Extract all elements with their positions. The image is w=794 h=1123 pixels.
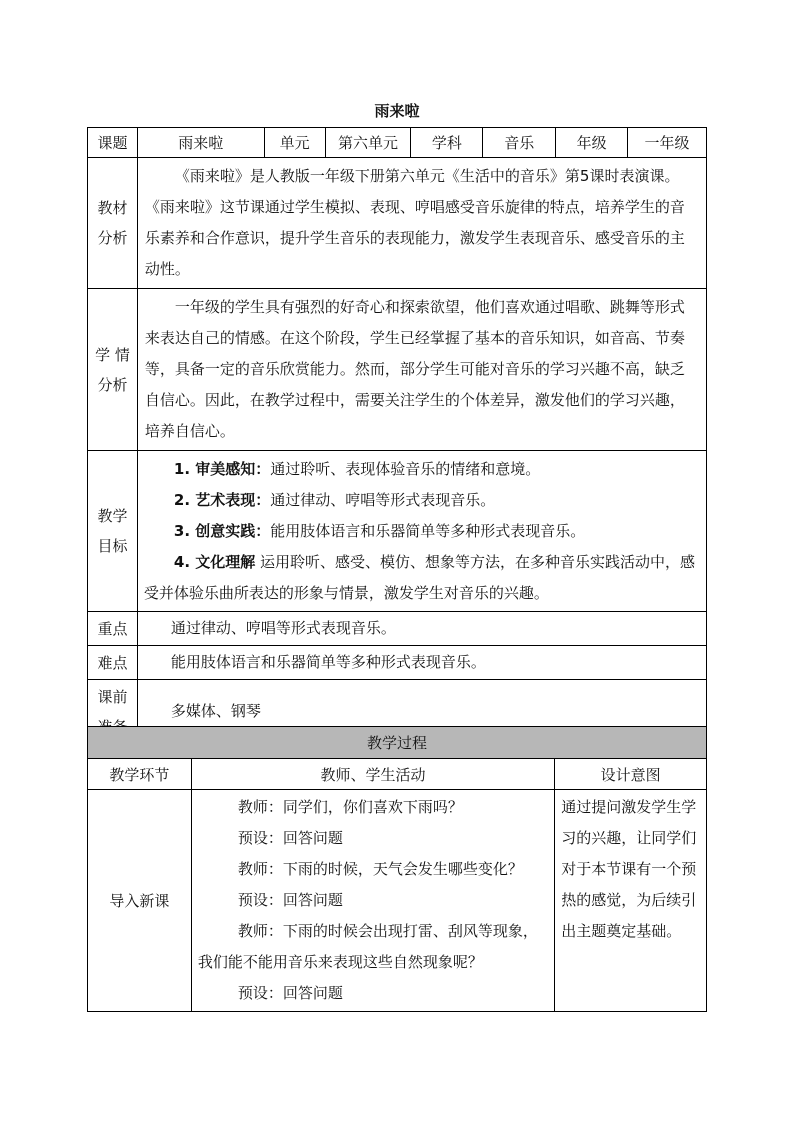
info-row bbox=[88, 128, 707, 158]
goal-head: 4. 文化理解 bbox=[173, 552, 256, 571]
goal-body: 能用肢体语言和乐器简单等多种形式表现音乐。 bbox=[270, 521, 586, 540]
subject-title-label: 课题 bbox=[88, 128, 138, 158]
goal-item bbox=[144, 516, 700, 547]
goals-row bbox=[88, 451, 707, 612]
design-text: 通过提问激发学生学习的兴趣，让同学们对于本节课有一个预热的感觉，为后续引出主题奠定基础。 bbox=[561, 798, 697, 940]
process-header-row bbox=[88, 727, 707, 759]
students-label bbox=[88, 289, 138, 451]
goal-item bbox=[144, 547, 700, 609]
process-table bbox=[87, 726, 707, 1012]
prep-label-line1: 课前 bbox=[97, 687, 128, 706]
material-cell bbox=[137, 158, 706, 289]
material-row bbox=[88, 158, 707, 289]
difficulty-text: 能用肢体语言和乐器简单等多种形式表现音乐。 bbox=[170, 653, 486, 671]
students-row bbox=[88, 289, 707, 451]
difficulty-row bbox=[88, 646, 707, 680]
activity-line: 预设：回答问题 bbox=[237, 891, 343, 909]
goal-head: 3. 创意实践： bbox=[173, 521, 271, 540]
goal-item bbox=[144, 485, 700, 516]
goal-head: 1. 审美感知： bbox=[173, 459, 271, 478]
material-label-line2: 分析 bbox=[97, 229, 128, 247]
activity-line: 预设：回答问题 bbox=[237, 829, 343, 847]
goals-label bbox=[88, 451, 138, 612]
course-value: 音乐 bbox=[483, 128, 556, 158]
material-label-line1: 教材 bbox=[97, 199, 128, 217]
material-label bbox=[88, 158, 138, 289]
process-columns-row bbox=[88, 759, 707, 790]
goal-body: 运用聆听、感受、模仿、想象等方法，在多种音乐实践活动中，感受并体验乐曲所表达的形象与情景，激发学生对音乐的兴趣。 bbox=[143, 552, 696, 602]
activity-line: 预设：回答问题 bbox=[237, 984, 343, 1002]
students-text: 一年级的学生具有强烈的好奇心和探索欲望，他们喜欢通过唱歌、跳舞等形式来表达自己的情感。在这个阶段，学生已经掌握了基本的音乐知识，如音高、节奏等，具备一定的音乐欣赏能力。然而，部分学生可能对音乐的学习兴趣不高，缺乏自信心。因此，在教学过程中，需要关注学生的个体差异，激发他们的学习兴趣，培养自信心。 bbox=[144, 298, 685, 440]
activity-line: 我们能不能用音乐来表现这些自然现象呢？ bbox=[197, 953, 483, 971]
difficulty-label: 难点 bbox=[88, 646, 138, 680]
material-text: 《雨来啦》是人教版一年级下册第六单元《生活中的音乐》第5课时表演课。《雨来啦》这节课通过学生模拟、表现、哼唱感受音乐旋律的特点，培养学生的音乐素养和合作意识，提升学生音乐的表现能力，激发学生表现音乐、感受音乐的主动性。 bbox=[144, 167, 685, 278]
col-stage-header: 教学环节 bbox=[88, 759, 192, 790]
goals-label-line2: 目标 bbox=[97, 537, 128, 555]
lesson-info-table bbox=[87, 127, 707, 744]
grade-label: 年级 bbox=[556, 128, 628, 158]
process-header: 教学过程 bbox=[88, 727, 707, 759]
activity-line: 教师：下雨的时候，天气会发生哪些变化？ bbox=[237, 860, 523, 878]
goal-item bbox=[144, 454, 700, 485]
students-label-line2: 分析 bbox=[97, 375, 128, 394]
activity-line: 教师：同学们，你们喜欢下雨吗？ bbox=[237, 798, 463, 816]
design-cell bbox=[555, 790, 707, 1012]
key-point-row bbox=[88, 612, 707, 646]
grade-value: 一年级 bbox=[628, 128, 707, 158]
prep-text: 多媒体、钢琴 bbox=[170, 702, 261, 720]
col-design-header: 设计意图 bbox=[555, 759, 707, 790]
difficulty-cell bbox=[137, 646, 706, 680]
goals-label-line1: 教学 bbox=[97, 507, 128, 525]
goal-head: 2. 艺术表现： bbox=[173, 490, 271, 509]
course-label: 学科 bbox=[411, 128, 483, 158]
process-row bbox=[88, 790, 707, 1012]
activity-cell bbox=[191, 790, 554, 1012]
activity-line: 教师：下雨的时候会出现打雷、刮风等现象， bbox=[237, 922, 538, 940]
subject-title-value: 雨来啦 bbox=[137, 128, 264, 158]
key-point-text: 通过律动、哼唱等形式表现音乐。 bbox=[170, 619, 396, 637]
goals-cell bbox=[137, 451, 706, 612]
students-cell bbox=[137, 289, 706, 451]
key-point-cell bbox=[137, 612, 706, 646]
students-label-line1: 学 情 bbox=[95, 345, 130, 364]
goal-body: 通过聆听、表现体验音乐的情绪和意境。 bbox=[270, 459, 541, 478]
col-activity-header: 教师、学生活动 bbox=[191, 759, 554, 790]
document-title: 雨来啦 bbox=[374, 102, 420, 120]
unit-value: 第六单元 bbox=[325, 128, 411, 158]
unit-label: 单元 bbox=[264, 128, 325, 158]
key-point-label: 重点 bbox=[88, 612, 138, 646]
stage-cell: 导入新课 bbox=[88, 790, 192, 1012]
goal-body: 通过律动、哼唱等形式表现音乐。 bbox=[270, 490, 496, 509]
